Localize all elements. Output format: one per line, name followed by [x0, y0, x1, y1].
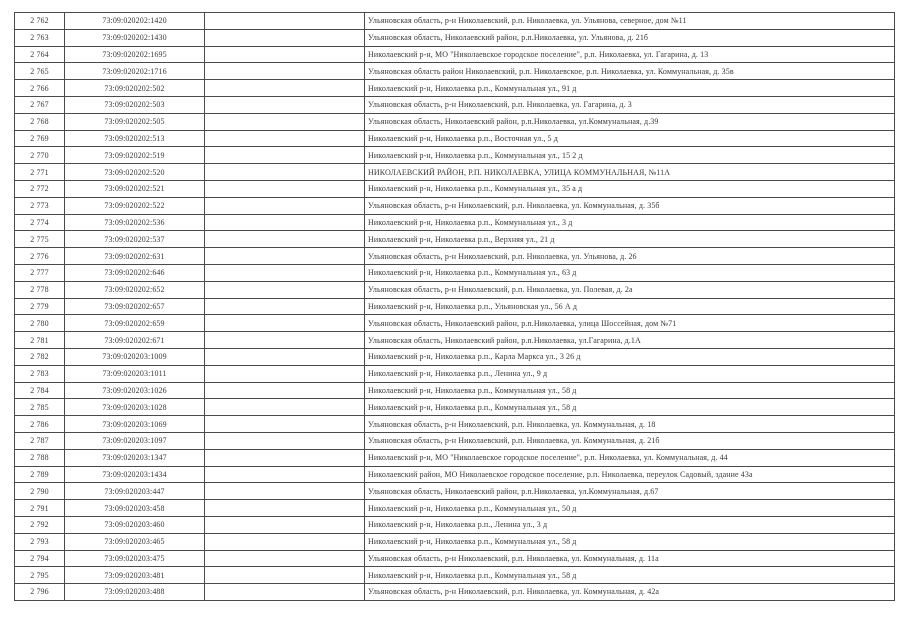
- cadastral-number: 73:09:020202:659: [65, 315, 205, 332]
- row-number: 2 773: [15, 197, 65, 214]
- address: Николаевский р-н, Николаевка р.п., Коммунальная ул., 91 д: [365, 80, 895, 97]
- empty-cell: [205, 298, 365, 315]
- empty-cell: [205, 248, 365, 265]
- table-row: [15, 113, 895, 130]
- cadastral-number: 73:09:020203:1069: [65, 416, 205, 433]
- address: Ульяновская область, р-н Николаевский, р.п. Николаевка, ул. Коммунальная, д. 35б: [365, 197, 895, 214]
- empty-cell: [205, 365, 365, 382]
- empty-cell: [205, 281, 365, 298]
- table-row: [15, 399, 895, 416]
- row-number: 2 788: [15, 449, 65, 466]
- cadastral-number: 73:09:020202:1695: [65, 46, 205, 63]
- address: Ульяновская область, р-н Николаевский, р.п. Николаевка, ул. Коммунальная, д. 21б: [365, 432, 895, 449]
- empty-cell: [205, 483, 365, 500]
- cadastral-number: 73:09:020202:520: [65, 164, 205, 181]
- address: Николаевский район, МО Николаевское городское поселение, р.п. Николаевка, переулок Садовый, здание 43а: [365, 466, 895, 483]
- empty-cell: [205, 29, 365, 46]
- table-row: [15, 231, 895, 248]
- table-row: [15, 365, 895, 382]
- table-row: [15, 180, 895, 197]
- address: Николаевский р-н, Николаевка р.п., Коммунальная ул., 63 д: [365, 264, 895, 281]
- cadastral-number: 73:09:020202:503: [65, 96, 205, 113]
- address: Николаевский р-н, Николаевка р.п., Карла Маркса ул., 3 26 д: [365, 348, 895, 365]
- table-row: [15, 315, 895, 332]
- address: Николаевский р-н, Николаевка р.п., Коммунальная ул., 35 а д: [365, 180, 895, 197]
- empty-cell: [205, 96, 365, 113]
- row-number: 2 763: [15, 29, 65, 46]
- row-number: 2 777: [15, 264, 65, 281]
- cadastral-number: 73:09:020203:1434: [65, 466, 205, 483]
- empty-cell: [205, 584, 365, 601]
- row-number: 2 776: [15, 248, 65, 265]
- empty-cell: [205, 130, 365, 147]
- cadastral-number: 73:09:020202:521: [65, 180, 205, 197]
- address: Ульяновская область район Николаевский, р.п. Николаевское, р.п. Николаевка, ул. Коммунальная, д. 35в: [365, 63, 895, 80]
- empty-cell: [205, 432, 365, 449]
- row-number: 2 780: [15, 315, 65, 332]
- row-number: 2 795: [15, 567, 65, 584]
- table-row: [15, 147, 895, 164]
- empty-cell: [205, 113, 365, 130]
- cadastral-number: 73:09:020203:460: [65, 516, 205, 533]
- empty-cell: [205, 264, 365, 281]
- address: Николаевский р-н, Николаевка р.п., Верхняя ул., 21 д: [365, 231, 895, 248]
- empty-cell: [205, 466, 365, 483]
- empty-cell: [205, 147, 365, 164]
- address: Николаевский р-н, Николаевка р.п., Коммунальная ул., 58 д: [365, 533, 895, 550]
- cadastral-number: 73:09:020202:502: [65, 80, 205, 97]
- table-row: [15, 96, 895, 113]
- table-row: [15, 432, 895, 449]
- address: Николаевский р-н, Николаевка р.п., Ленина ул., 3 д: [365, 516, 895, 533]
- address: Ульяновская область, Николаевский район, р.п.Николаевка, улица Шоссейная, дом №71: [365, 315, 895, 332]
- table-row: [15, 214, 895, 231]
- row-number: 2 793: [15, 533, 65, 550]
- row-number: 2 790: [15, 483, 65, 500]
- cadastral-number: 73:09:020202:522: [65, 197, 205, 214]
- cadastral-number: 73:09:020203:1028: [65, 399, 205, 416]
- table-row: [15, 416, 895, 433]
- table-row: [15, 248, 895, 265]
- row-number: 2 771: [15, 164, 65, 181]
- empty-cell: [205, 449, 365, 466]
- row-number: 2 778: [15, 281, 65, 298]
- cadastral-number: 73:09:020202:1430: [65, 29, 205, 46]
- row-number: 2 775: [15, 231, 65, 248]
- document-page: [14, 12, 894, 601]
- address: Николаевский р-н, МО "Николаевское городское поселение", р.п. Николаевка, ул. Гагарина, д. 13: [365, 46, 895, 63]
- empty-cell: [205, 315, 365, 332]
- row-number: 2 762: [15, 13, 65, 30]
- empty-cell: [205, 500, 365, 517]
- table-row: [15, 567, 895, 584]
- row-number: 2 796: [15, 584, 65, 601]
- address: НИКОЛАЕВСКИЙ РАЙОН, Р.П. НИКОЛАЕВКА, УЛИЦА КОММУНАЛЬНАЯ, №11А: [365, 164, 895, 181]
- row-number: 2 770: [15, 147, 65, 164]
- table-row: [15, 63, 895, 80]
- empty-cell: [205, 416, 365, 433]
- address: Николаевский р-н, Николаевка р.п., Восточная ул., 5 д: [365, 130, 895, 147]
- empty-cell: [205, 533, 365, 550]
- empty-cell: [205, 516, 365, 533]
- empty-cell: [205, 567, 365, 584]
- registry-table: [14, 12, 895, 601]
- table-row: [15, 516, 895, 533]
- empty-cell: [205, 80, 365, 97]
- table-row: [15, 466, 895, 483]
- empty-cell: [205, 13, 365, 30]
- table-row: [15, 46, 895, 63]
- table-row: [15, 298, 895, 315]
- empty-cell: [205, 231, 365, 248]
- cadastral-number: 73:09:020202:671: [65, 332, 205, 349]
- cadastral-number: 73:09:020203:1026: [65, 382, 205, 399]
- table-row: [15, 449, 895, 466]
- cadastral-number: 73:09:020203:481: [65, 567, 205, 584]
- cadastral-number: 73:09:020203:1097: [65, 432, 205, 449]
- empty-cell: [205, 382, 365, 399]
- address: Ульяновская область, р-н Николаевский, р.п. Николаевка, ул. Гагарина, д. 3: [365, 96, 895, 113]
- table-row: [15, 13, 895, 30]
- address: Ульяновская область, р-н Николаевский, р.п. Николаевка, ул. Ульянова, северное, дом №11: [365, 13, 895, 30]
- empty-cell: [205, 399, 365, 416]
- empty-cell: [205, 63, 365, 80]
- row-number: 2 785: [15, 399, 65, 416]
- cadastral-number: 73:09:020202:513: [65, 130, 205, 147]
- table-row: [15, 500, 895, 517]
- address: Ульяновская область, Николаевский район, р.п.Николаевка, ул. Ульянова, д. 21б: [365, 29, 895, 46]
- empty-cell: [205, 164, 365, 181]
- table-row: [15, 80, 895, 97]
- cadastral-number: 73:09:020203:1009: [65, 348, 205, 365]
- row-number: 2 791: [15, 500, 65, 517]
- cadastral-number: 73:09:020203:465: [65, 533, 205, 550]
- empty-cell: [205, 550, 365, 567]
- table-row: [15, 483, 895, 500]
- address: Николаевский р-н, Николаевка р.п., Коммунальная ул., 3 д: [365, 214, 895, 231]
- cadastral-number: 73:09:020202:505: [65, 113, 205, 130]
- cadastral-number: 73:09:020202:1420: [65, 13, 205, 30]
- empty-cell: [205, 46, 365, 63]
- table-row: [15, 584, 895, 601]
- empty-cell: [205, 214, 365, 231]
- address: Николаевский р-н, Николаевка р.п., Коммунальная ул., 15 2 д: [365, 147, 895, 164]
- table-row: [15, 348, 895, 365]
- cadastral-number: 73:09:020202:646: [65, 264, 205, 281]
- cadastral-number: 73:09:020203:447: [65, 483, 205, 500]
- table-row: [15, 264, 895, 281]
- row-number: 2 789: [15, 466, 65, 483]
- address: Ульяновская область, Николаевский район, р.п.Николаевка, ул.Коммунальная, д.67: [365, 483, 895, 500]
- cadastral-number: 73:09:020203:458: [65, 500, 205, 517]
- table-row: [15, 164, 895, 181]
- cadastral-number: 73:09:020202:519: [65, 147, 205, 164]
- cadastral-number: 73:09:020202:631: [65, 248, 205, 265]
- table-row: [15, 332, 895, 349]
- address: Ульяновская область, р-н Николаевский, р.п. Николаевка, ул. Полевая, д. 2а: [365, 281, 895, 298]
- cadastral-number: 73:09:020203:1347: [65, 449, 205, 466]
- row-number: 2 779: [15, 298, 65, 315]
- table-row: [15, 382, 895, 399]
- table-row: [15, 533, 895, 550]
- address: Николаевский р-н, Николаевка р.п., Коммунальная ул., 58 д: [365, 399, 895, 416]
- row-number: 2 781: [15, 332, 65, 349]
- row-number: 2 774: [15, 214, 65, 231]
- row-number: 2 772: [15, 180, 65, 197]
- address: Ульяновская область, р-н Николаевский, р.п. Николаевка, ул. Коммунальная, д. 42а: [365, 584, 895, 601]
- row-number: 2 792: [15, 516, 65, 533]
- table-row: [15, 130, 895, 147]
- address: Ульяновская область, р-н Николаевский, р.п. Николаевка, ул. Ульянова, д. 26: [365, 248, 895, 265]
- row-number: 2 764: [15, 46, 65, 63]
- cadastral-number: 73:09:020203:1011: [65, 365, 205, 382]
- row-number: 2 767: [15, 96, 65, 113]
- row-number: 2 766: [15, 80, 65, 97]
- address: Николаевский р-н, МО "Николаевское городское поселение", р.п. Николаевка, ул. Коммунальная, д. 44: [365, 449, 895, 466]
- cadastral-number: 73:09:020203:488: [65, 584, 205, 601]
- address: Николаевский р-н, Николаевка р.п., Коммунальная ул., 58 д: [365, 382, 895, 399]
- address: Николаевский р-н, Николаевка р.п., Коммунальная ул., 50 д: [365, 500, 895, 517]
- row-number: 2 765: [15, 63, 65, 80]
- empty-cell: [205, 348, 365, 365]
- row-number: 2 768: [15, 113, 65, 130]
- empty-cell: [205, 180, 365, 197]
- row-number: 2 769: [15, 130, 65, 147]
- table-row: [15, 29, 895, 46]
- address: Ульяновская область, р-н Николаевский, р.п. Николаевка, ул. Коммунальная, д. 18: [365, 416, 895, 433]
- cadastral-number: 73:09:020203:475: [65, 550, 205, 567]
- row-number: 2 787: [15, 432, 65, 449]
- address: Николаевский р-н, Николаевка р.п., Ленина ул., 9 д: [365, 365, 895, 382]
- row-number: 2 783: [15, 365, 65, 382]
- cadastral-number: 73:09:020202:652: [65, 281, 205, 298]
- address: Ульяновская область, Николаевский район, р.п.Николаевка, ул.Гагарина, д.1А: [365, 332, 895, 349]
- cadastral-number: 73:09:020202:1716: [65, 63, 205, 80]
- address: Ульяновская область, Николаевский район, р.п.Николаевка, ул.Коммунальная, д.39: [365, 113, 895, 130]
- cadastral-number: 73:09:020202:537: [65, 231, 205, 248]
- table-row: [15, 197, 895, 214]
- row-number: 2 782: [15, 348, 65, 365]
- row-number: 2 784: [15, 382, 65, 399]
- row-number: 2 794: [15, 550, 65, 567]
- table-row: [15, 550, 895, 567]
- cadastral-number: 73:09:020202:536: [65, 214, 205, 231]
- empty-cell: [205, 332, 365, 349]
- address: Ульяновская область, р-н Николаевский, р.п. Николаевка, ул. Коммунальная, д. 11а: [365, 550, 895, 567]
- address: Николаевский р-н, Николаевка р.п., Ульяновская ул., 56 А д: [365, 298, 895, 315]
- cadastral-number: 73:09:020202:657: [65, 298, 205, 315]
- empty-cell: [205, 197, 365, 214]
- table-row: [15, 281, 895, 298]
- row-number: 2 786: [15, 416, 65, 433]
- registry-table-body: [15, 13, 895, 601]
- address: Николаевский р-н, Николаевка р.п., Коммунальная ул., 58 д: [365, 567, 895, 584]
